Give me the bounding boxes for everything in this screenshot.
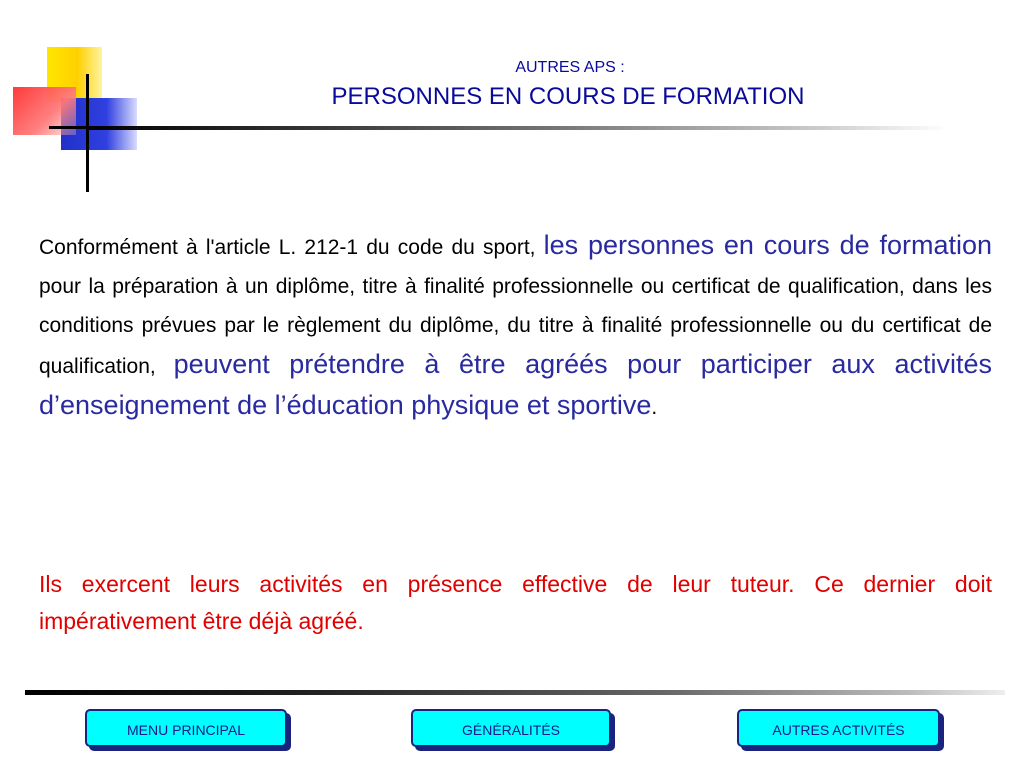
body-paragraph-tutor: Ils exercent leurs activités en présence effective de leur tuteur. Ce dernier doit impérativement être déjà agréé. xyxy=(39,571,992,634)
page-title: PERSONNES EN COURS DE FORMATION xyxy=(331,83,805,110)
footer-divider xyxy=(25,690,1005,695)
logo-horizontal-line xyxy=(49,126,90,129)
generalites-button[interactable]: GÉNÉRALITÉS xyxy=(411,709,611,747)
body-highlight-approval: peuvent prétendre à être agréés pour participer aux activités d’enseignement de l’éducation physique et sportive xyxy=(39,349,993,420)
page-subtitle: AUTRES APS : xyxy=(515,59,625,76)
decorative-logo xyxy=(0,0,180,200)
body-paragraph-main xyxy=(39,226,992,427)
menu-principal-button[interactable]: MENU PRINCIPAL xyxy=(85,709,287,747)
logo-vertical-line xyxy=(86,74,89,192)
body-text-period: . xyxy=(651,396,658,419)
title-divider xyxy=(89,126,949,130)
body-text-conditions: pour la préparation à un diplôme, titre à finalité professionnelle ou certificat de qualification, dans les conditions prévues par le règlement du diplôme, du titre à finalité professionnelle ou du certificat de qualification, xyxy=(39,275,992,378)
body-text-intro: Conformément à l'article L. 212-1 du code du sport, xyxy=(39,236,544,259)
autres-activites-button[interactable]: AUTRES ACTIVITÉS xyxy=(737,709,940,747)
body-highlight-persons: les personnes en cours de formation xyxy=(543,230,992,260)
